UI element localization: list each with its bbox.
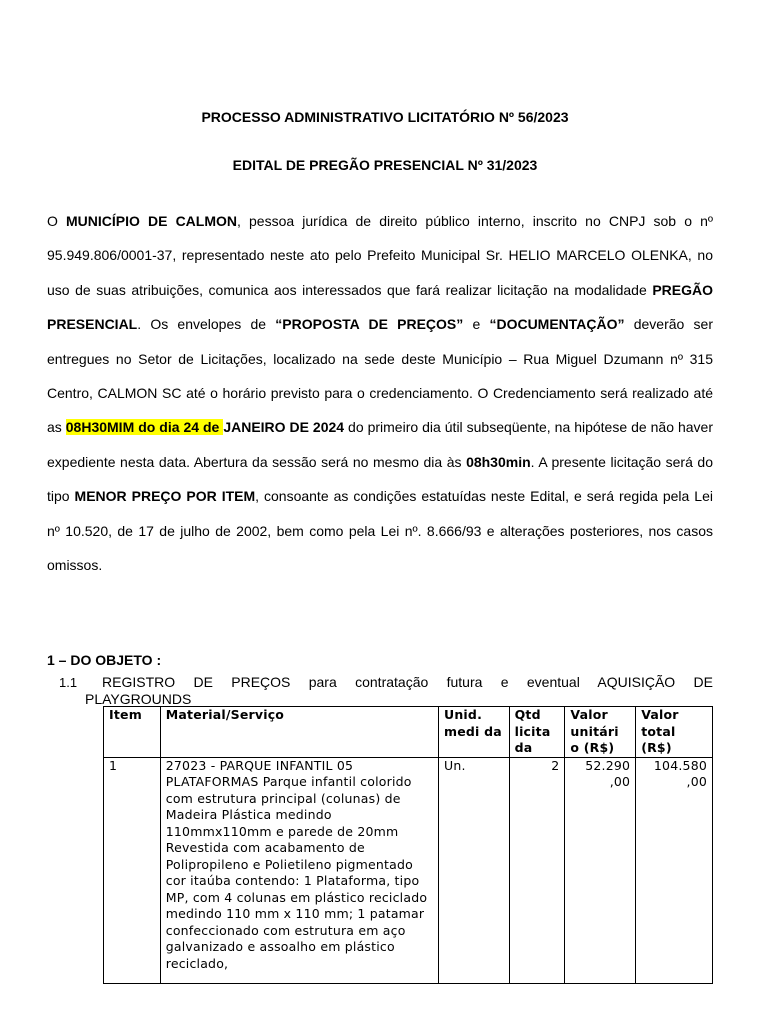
header-total-value: Valor total (R$) [636, 707, 713, 758]
section-item-number: 1.1 [59, 675, 78, 690]
cell-unit-value: 52.290 ,00 [565, 757, 636, 983]
session-time: 08h30min [466, 453, 531, 470]
intro-text-1: O [47, 213, 67, 229]
intro-paragraph [47, 204, 713, 582]
header-unit-value: Valor unitári o (R$) [565, 707, 636, 758]
table-row [104, 757, 713, 983]
intro-text-2: , pessoa jurídica de direito público interno, inscrito no CNPJ sob o nº 95.949.806/0001-37, representado neste ato pelo Prefeito Municipal Sr. HELIO MARCELO OLENKA, no uso de suas atribuições, comunica aos interessados que fará realizar licitação na modalidade [47, 213, 714, 298]
edital-title: EDITAL DE PREGÃO PRESENCIAL Nº 31/2023 [232, 157, 538, 173]
intro-text-8: , consoante as condições estatuídas neste Edital, e será regida pela Lei nº 10.520, de 17 de julho de 2002, bem como pela Lei nº. 8.666/93 e alterações posteriores, nos casos omissos. [47, 488, 713, 574]
header-item: Item [104, 707, 161, 758]
items-table [103, 706, 713, 984]
intro-text-6: do primeiro dia útil subseqüente, na hipótese de não haver expediente nesta data. Abertura da sessão será no mesmo dia às [47, 419, 713, 470]
cell-total-value: 104.580 ,00 [636, 757, 713, 983]
process-title: PROCESSO ADMINISTRATIVO LICITATÓRIO Nº 56/2023 [201, 109, 569, 125]
cell-item: 1 [104, 757, 161, 983]
section-item-text-line2: PLAYGROUNDS [85, 691, 192, 707]
deadline-month-year: JANEIRO DE 2024 [223, 419, 345, 436]
intro-text-3: . Os envelopes de [137, 316, 276, 333]
modality-name: PREGÃO PRESENCIAL [47, 281, 713, 333]
cell-quantity: 2 [509, 757, 565, 983]
proposal-envelope-label: “PROPOSTA DE PREÇOS” [275, 316, 464, 333]
municipality-name: MUNICÍPIO DE CALMON [66, 213, 238, 229]
cell-unit: Un. [438, 757, 509, 983]
section-item-text-line1: REGISTRO DE PREÇOS para contratação futura e eventual AQUISIÇÃO DE [102, 674, 713, 690]
documentation-envelope-label: “DOCUMENTAÇÃO” [489, 316, 625, 333]
section-item-1-1 [59, 674, 713, 707]
cell-material [160, 757, 438, 983]
header-quantity: Qtd licita da [509, 707, 565, 758]
header-unit: Unid. medi da [438, 707, 509, 758]
intro-text-7: . A presente licitação será do tipo [47, 453, 713, 505]
intro-text-4: e [463, 316, 490, 333]
intro-text-5: deverão ser entregues no Setor de Licitações, localizado na sede deste Município – Rua Miguel Dzumann nº 315 Centro, CALMON SC até o horário previsto para o credenciamento. O Credenciamento será realizado até as [47, 316, 713, 436]
bid-type: MENOR PREÇO POR ITEM [74, 488, 256, 505]
material-description: 27023 - PARQUE INFANTIL 05 PLATAFORMAS Parque infantil colorido com estrutura principal (colunas) de Madeira Plástica medindo 110mmx110mm e parede de 20mm Revestida com acabamento de Polipropileno e Polietileno pigmentado cor itaúba contendo: 1 Plataforma, tipo MP, com 4 colunas em plástico reciclado medindo 110 mm x 110 mm; 1 patamar confeccionado com estrutura em aço galvanizado e assoalho em plástico reciclado, [165, 757, 428, 971]
table-header-row [104, 707, 713, 758]
highlighted-deadline: 08H30MIM do dia 24 de [65, 419, 224, 436]
section-heading-object: 1 – DO OBJETO : [47, 652, 162, 668]
header-material: Material/Serviço [160, 707, 438, 758]
